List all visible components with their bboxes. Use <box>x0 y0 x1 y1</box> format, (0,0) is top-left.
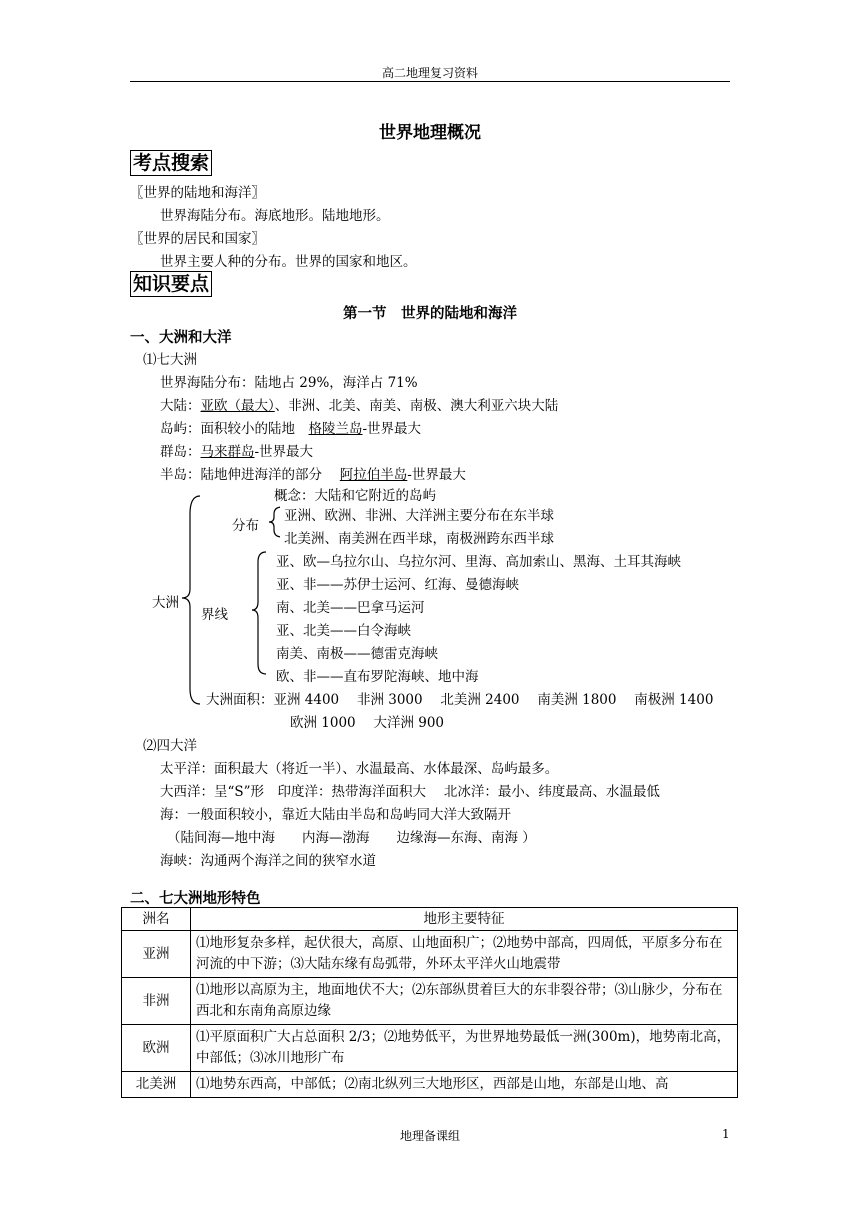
sub-heading-oceans: ⑵四大洋 <box>143 738 197 754</box>
table-cell-name: 亚洲 <box>122 931 191 978</box>
tree-root-label: 大洲 <box>152 595 179 611</box>
distribution-label: 分布 <box>232 518 259 534</box>
table-row <box>122 1025 738 1072</box>
search-item-2: 世界主要人种的分布。世界的国家和地区。 <box>160 254 417 270</box>
border-item: 亚、欧—乌拉尔山、乌拉尔河、里海、高加索山、黑海、土耳其海峡 <box>276 554 681 570</box>
archipelago-line: 群岛：马来群岛-世界最大 <box>160 444 314 460</box>
sea-definition: 海：一般面积较小，靠近大陆由半岛和岛屿同大洋大致隔开 <box>160 807 511 823</box>
part1-title: 一、大洲和大洋 <box>130 329 232 346</box>
border-item: 南美、南极——德雷克海峡 <box>276 646 438 662</box>
border-item: 亚、北美——白令海峡 <box>276 623 411 639</box>
page-number: 1 <box>722 1127 730 1141</box>
border-item: 南、北美——巴拿马运河 <box>276 600 425 616</box>
table-cell-text: ⑴平原面积广大占总面积 2/3；⑵地势低平，为世界地势最低一洲(300m)，地势南北高，中部低；⑶冰川地形广布 <box>191 1025 738 1072</box>
table-row <box>122 1072 738 1098</box>
ocean-pacific: 太平洋：面积最大（将近一半）、水温最高、水体最深、岛屿最多。 <box>160 761 559 777</box>
border-item: 欧、非——直布罗陀海峡、地中海 <box>276 669 479 685</box>
continent-area-line2: 欧洲 1000 大洋洲 900 <box>290 715 444 731</box>
border-item: 亚、非——苏伊士运河、红海、曼德海峡 <box>276 577 519 593</box>
continent-area-line1: 大洲面积：亚洲 4400 非洲 3000 北美洲 2400 南美洲 1800 南极洲 1400 <box>206 692 714 708</box>
table-header-cell: 地形主要特征 <box>191 908 738 931</box>
ocean-atlantic-indian-arctic: 大西洋：呈“S”形 印度洋：热带海洋面积大 北冰洋：最小、纬度最高、水温最低 <box>160 784 660 800</box>
footer-center: 地理备课组 <box>399 1129 460 1143</box>
mainland-line: 大陆：亚欧（最大）、非洲、北美、南美、南极、澳大利亚六块大陆 <box>160 398 559 414</box>
distribution-brace <box>269 507 280 537</box>
search-category-2: 〖世界的居民和国家〗 <box>130 231 265 247</box>
terrain-table <box>121 907 738 1098</box>
continent-brace-diagram <box>170 484 280 714</box>
table-cell-name: 欧洲 <box>122 1025 191 1072</box>
table-cell-text: ⑴地势东西高，中部低；⑵南北纵列三大地形区，西部是山地，东部是山地、高 <box>191 1072 738 1098</box>
table-row <box>122 978 738 1025</box>
header-rule <box>130 81 730 82</box>
sea-types: （陆间海—地中海 内海—渤海 边缘海—东海、南海 ） <box>167 830 536 846</box>
search-item-1: 世界海陆分布。海底地形。陆地地形。 <box>160 208 390 224</box>
table-row <box>122 931 738 978</box>
table-cell-text: ⑴地形复杂多样，起伏很大，高原、山地面积广；⑵地势中部高，四周低，平原多分布在河流的中下游；⑶大陆东缘有岛弧带，外环太平洋火山地震带 <box>191 931 738 978</box>
border-brace <box>252 552 266 674</box>
distribution-east: 亚洲、欧洲、非洲、大洋洲主要分布在东半球 <box>284 508 554 524</box>
strait-definition: 海峡：沟通两个海洋之间的狭窄水道 <box>160 853 376 869</box>
section-heading-points: 知识要点 <box>130 271 212 297</box>
table-header-row <box>122 908 738 931</box>
land-sea-ratio: 世界海陆分布：陆地占 29%，海洋占 71% <box>160 375 418 391</box>
distribution-west: 北美洲、南美洲在西半球，南极洲跨东西半球 <box>284 531 554 547</box>
peninsula-line: 半岛：陆地伸进海洋的部分 阿拉伯半岛-世界最大 <box>160 467 466 483</box>
chapter-title: 第一节 世界的陆地和海洋 <box>343 305 517 322</box>
continent-concept: 概念：大陆和它附近的岛屿 <box>274 488 436 504</box>
page-header: 高二地理复习资料 <box>381 66 478 80</box>
table-cell-text: ⑴地形以高原为主，地面地伏不大；⑵东部纵贯着巨大的东非裂谷带；⑶山脉少，分布在西北和东南角高原边缘 <box>191 978 738 1025</box>
border-label: 界线 <box>201 607 228 623</box>
sub-heading-continents: ⑴七大洲 <box>143 352 197 368</box>
search-category-1: 〖世界的陆地和海洋〗 <box>130 185 265 201</box>
table-cell-name: 北美洲 <box>122 1072 191 1098</box>
document-title: 世界地理概况 <box>379 123 481 143</box>
section-heading-search: 考点搜索 <box>130 150 212 176</box>
island-line: 岛屿：面积较小的陆地 格陵兰岛-世界最大 <box>160 421 422 437</box>
part2-title: 二、七大洲地形特色 <box>130 890 261 907</box>
main-brace <box>182 496 200 704</box>
table-cell-name: 非洲 <box>122 978 191 1025</box>
table-header-cell: 洲名 <box>122 908 191 931</box>
